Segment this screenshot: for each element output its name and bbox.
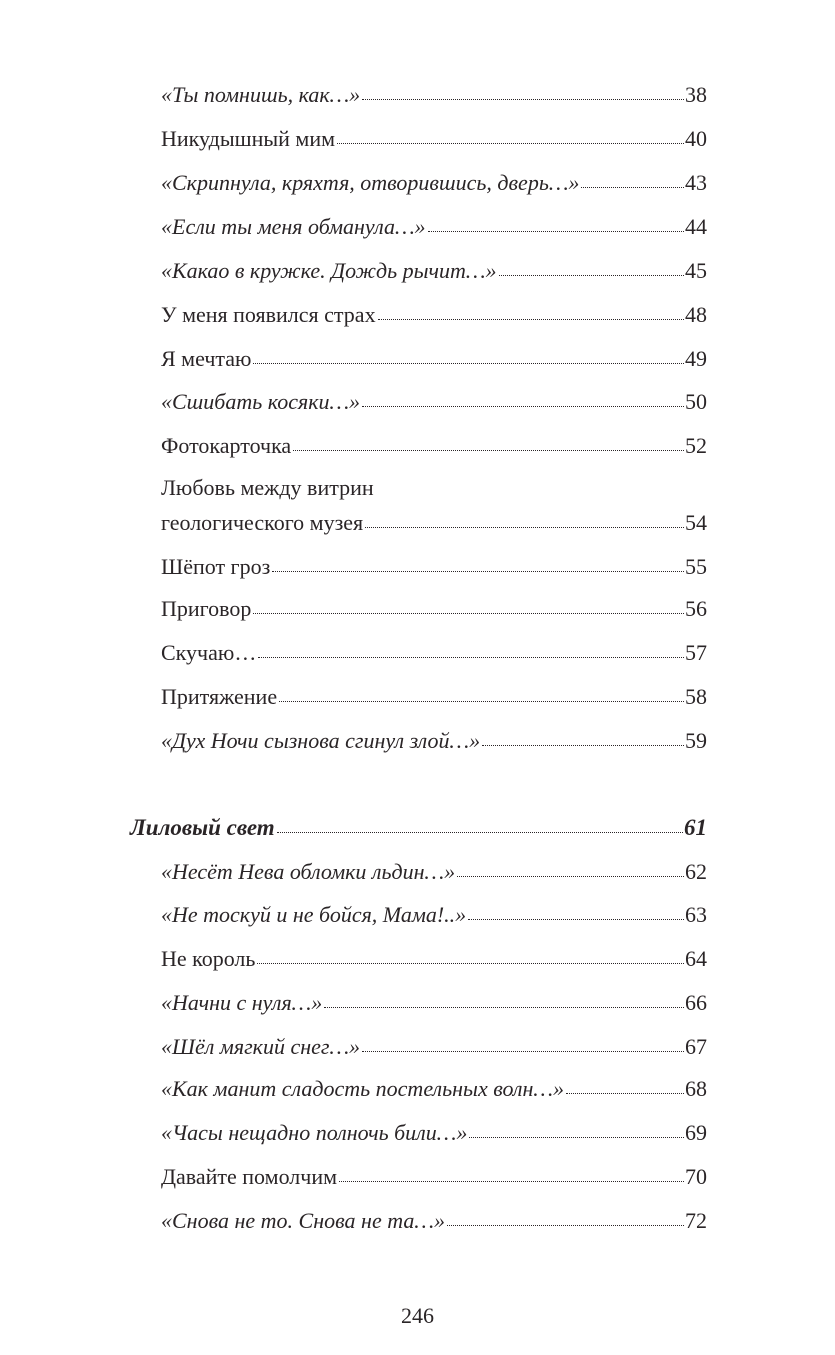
toc-entry-page: 54	[685, 510, 707, 535]
toc-entry[interactable]	[161, 216, 707, 238]
toc-entry[interactable]	[161, 686, 707, 708]
toc-entry-title: «Сшибать косяки…»	[161, 389, 361, 414]
toc-entry-title: «Ты помнишь, как…»	[161, 82, 361, 107]
toc-entry[interactable]	[161, 348, 707, 370]
toc-entry[interactable]	[161, 1036, 707, 1058]
dot-leader	[324, 1007, 684, 1008]
toc-entry-title: Шёпот гроз	[161, 554, 271, 579]
toc-entry-page: 64	[685, 946, 707, 971]
dot-leader	[258, 657, 684, 658]
toc-entry-title-line1[interactable]: Любовь между витрин	[161, 475, 374, 500]
toc-entry-page: 69	[685, 1120, 707, 1145]
toc-entry[interactable]	[161, 992, 707, 1014]
toc-entry-title: Никудышный мим	[161, 126, 336, 151]
toc-entry-page: 63	[685, 902, 707, 927]
toc-entry[interactable]	[161, 1122, 707, 1144]
toc-entry[interactable]	[161, 1166, 707, 1188]
toc-entry-page: 62	[685, 859, 707, 884]
toc-entry[interactable]	[161, 304, 707, 326]
toc-entry-page: 56	[685, 596, 707, 621]
toc-entry[interactable]	[161, 128, 707, 150]
toc-entry[interactable]	[161, 1078, 707, 1100]
dot-leader	[482, 745, 684, 746]
toc-entry-title: «Шёл мягкий снег…»	[161, 1034, 361, 1059]
toc-entry-page: 48	[685, 302, 707, 327]
toc-entry-page: 55	[685, 554, 707, 579]
toc-entry-page: 38	[685, 82, 707, 107]
dot-leader	[365, 527, 684, 528]
page-number: 246	[401, 1303, 434, 1328]
toc-entry[interactable]	[161, 391, 707, 413]
dot-leader	[468, 919, 684, 920]
toc-entry-page: 43	[685, 170, 707, 195]
toc-entry-page: 66	[685, 990, 707, 1015]
dot-leader	[253, 363, 684, 364]
toc-entry[interactable]	[161, 84, 707, 106]
toc-entry-page: 45	[685, 258, 707, 283]
toc-entry[interactable]	[161, 730, 707, 752]
toc-entry-title: Скучаю…	[161, 640, 257, 665]
toc-entry[interactable]	[161, 642, 707, 664]
toc-entry-title: Фотокарточка	[161, 433, 292, 458]
toc-section-title: Лиловый свет	[130, 815, 275, 840]
toc-entry-title: «Снова не то. Снова не та…»	[161, 1208, 445, 1233]
toc-entry-title: Не король	[161, 946, 256, 971]
dot-leader	[339, 1181, 684, 1182]
toc-entry[interactable]	[161, 512, 707, 534]
toc-entry-title: Давайте помолчим	[161, 1164, 338, 1189]
toc-entry[interactable]	[161, 172, 707, 194]
dot-leader	[378, 319, 684, 320]
toc-entry-page: 50	[685, 389, 707, 414]
toc-entry[interactable]	[161, 948, 707, 970]
dot-leader	[257, 963, 684, 964]
dot-leader	[279, 701, 684, 702]
toc-entry-title: «Если ты меня обманула…»	[161, 214, 426, 239]
toc-entry-page: 52	[685, 433, 707, 458]
dot-leader	[499, 275, 685, 276]
toc-entry-title: «Начни с нуля…»	[161, 990, 323, 1015]
toc-entry-page: 57	[685, 640, 707, 665]
dot-leader	[447, 1225, 684, 1226]
toc-entry-title: Я мечтаю	[161, 346, 252, 371]
toc-entry[interactable]	[161, 260, 707, 282]
toc-entry-page: 49	[685, 346, 707, 371]
toc-entry-page: 58	[685, 684, 707, 709]
dot-leader	[581, 187, 684, 188]
toc-entry-title: «Несёт Нева обломки льдин…»	[161, 859, 456, 884]
toc-entry[interactable]	[161, 904, 707, 926]
toc-entry-title: «Скрипнула, кряхтя, отворившись, дверь…»	[161, 170, 580, 195]
toc-entry-title: «Дух Ночи сызнова сгинул злой…»	[161, 728, 481, 753]
toc-entry-title-line2: геологического музея	[161, 510, 364, 535]
toc-entry-page: 59	[685, 728, 707, 753]
dot-leader	[272, 571, 684, 572]
dot-leader	[337, 143, 684, 144]
toc-entry[interactable]	[161, 598, 707, 620]
dot-leader	[428, 231, 684, 232]
toc-entry-page: 67	[685, 1034, 707, 1059]
dot-leader	[253, 613, 684, 614]
toc-entry-title: «Какао в кружке. Дождь рычит…»	[161, 258, 497, 283]
toc-entry-title: Приговор	[161, 596, 252, 621]
toc-entry-title: «Не тоскуй и не бойся, Мама!..»	[161, 902, 467, 927]
toc-section-page: 61	[684, 815, 707, 840]
toc-entry-title: У меня появился страх	[161, 302, 376, 327]
dot-leader	[362, 406, 684, 407]
toc-entry-title: «Как манит сладость постельных волн…»	[161, 1076, 564, 1101]
toc-entry[interactable]	[161, 861, 707, 883]
toc-entry-page: 44	[685, 214, 707, 239]
toc-entry-title: Притяжение	[161, 684, 278, 709]
toc-entry-page: 40	[685, 126, 707, 151]
dot-leader	[566, 1093, 684, 1094]
toc-entry[interactable]	[161, 556, 707, 578]
dot-leader	[469, 1137, 684, 1138]
toc-entry[interactable]	[161, 435, 707, 457]
toc-entry-title: «Часы нещадно полночь били…»	[161, 1120, 468, 1145]
toc-section-heading[interactable]	[130, 816, 707, 839]
toc-entry-page: 72	[685, 1208, 707, 1233]
toc-entry-page: 70	[685, 1164, 707, 1189]
dot-leader	[457, 876, 684, 877]
dot-leader	[277, 832, 683, 833]
toc-entry[interactable]	[161, 1210, 707, 1232]
toc-entry-page: 68	[685, 1076, 707, 1101]
dot-leader	[362, 1051, 684, 1052]
dot-leader	[293, 450, 684, 451]
dot-leader	[362, 99, 684, 100]
